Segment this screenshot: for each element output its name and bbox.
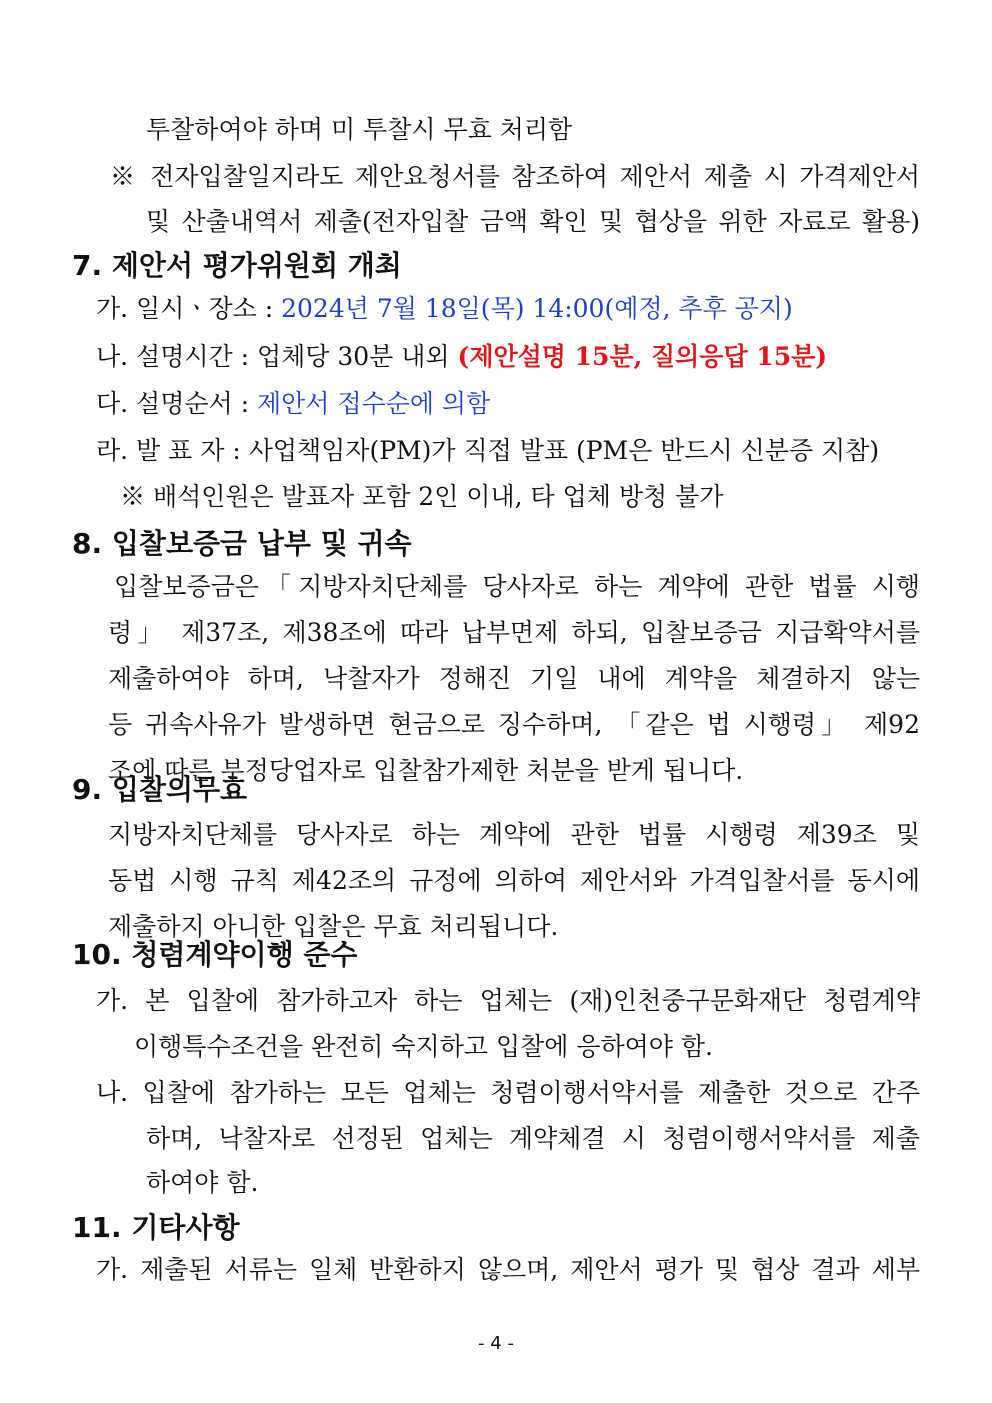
duration-line xyxy=(96,340,827,374)
attendee-note: ※ 배석인원은 발표자 포함 2인 이내, 타 업체 방청 불가 xyxy=(120,482,724,511)
paragraph-line: 령」 제37조, 제38조에 따라 납부면제 하되, 입찰보증금 지급확약서를 xyxy=(108,618,920,647)
item-line: 가. 제출된 서류는 일체 반환하지 않으며, 제안서 평가 및 협상 결과 세부 xyxy=(96,1255,920,1284)
item-line: 나. 입찰에 참가하는 모든 업체는 청렴이행서약서를 제출한 것으로 간주 xyxy=(96,1078,920,1107)
order-line xyxy=(96,387,490,421)
text-line: 투찰하여야 하며 미 투찰시 무효 처리함 xyxy=(146,115,573,144)
duration-detail: (제안설명 15분, 질의응답 15분) xyxy=(457,342,828,371)
item-line: 이행특수조건을 완전히 숙지하고 입찰에 응하여야 함. xyxy=(134,1032,713,1061)
paragraph-line: 조에 따른 부정당업자로 입찰참가제한 처분을 받게 됩니다. xyxy=(108,756,744,785)
item-line: 하여야 함. xyxy=(146,1168,259,1197)
schedule-label: 가. 일시ㆍ장소 : xyxy=(96,294,282,323)
section-heading-10: 10. 청렴계약이행 준수 xyxy=(72,938,358,971)
paragraph-line: 제출하여야 하며, 낙찰자가 정해진 기일 내에 계약을 체결하지 않는 xyxy=(108,664,920,693)
paragraph-line: 입찰보증금은「지방자치단체를 당사자로 하는 계약에 관한 법률 시행 xyxy=(114,572,920,601)
duration-label: 나. 설명시간 : 업체당 30분 내외 xyxy=(96,342,458,371)
presenter-line: 라. 발 표 자 : 사업책임자(PM)가 직접 발표 (PM은 반드시 신분증 지참) xyxy=(96,436,880,465)
section-heading-7: 7. 제안서 평가위원회 개최 xyxy=(72,249,402,282)
section-heading-9: 9. 입찰의무효 xyxy=(72,773,248,806)
order-value: 제안서 접수순에 의함 xyxy=(256,389,491,418)
section-heading-8: 8. 입찰보증금 납부 및 귀속 xyxy=(72,527,412,560)
paragraph-line: 동법 시행 규칙 제42조의 규정에 의하여 제안서와 가격입찰서를 동시에 xyxy=(108,866,920,895)
page-number: - 4 - xyxy=(478,1333,514,1354)
item-line: 하며, 낙찰자로 선정된 업체는 계약체결 시 청렴이행서약서를 제출 xyxy=(146,1124,920,1153)
schedule-line xyxy=(96,292,793,326)
note-line: ※ 전자입찰일지라도 제안요청서를 참조하여 제안서 제출 시 가격제안서 xyxy=(110,162,920,191)
schedule-value: 2024년 7월 18일(목) 14:00(예정, 추후 공지) xyxy=(281,294,793,323)
paragraph-line: 지방자치단체를 당사자로 하는 계약에 관한 법률 시행령 제39조 및 xyxy=(108,820,920,849)
item-line: 가. 본 입찰에 참가하고자 하는 업체는 (재)인천중구문화재단 청렴계약 xyxy=(96,986,920,1015)
note-line: 및 산출내역서 제출(전자입찰 금액 확인 및 협상을 위한 자료로 활용) xyxy=(146,207,920,236)
paragraph-line: 제출하지 아니한 입찰은 무효 처리됩니다. xyxy=(108,912,559,941)
order-label: 다. 설명순서 : xyxy=(96,389,257,418)
section-heading-11: 11. 기타사항 xyxy=(72,1211,240,1244)
paragraph-line: 등 귀속사유가 발생하면 현금으로 징수하며, 「같은 법 시행령」 제92 xyxy=(108,710,920,739)
